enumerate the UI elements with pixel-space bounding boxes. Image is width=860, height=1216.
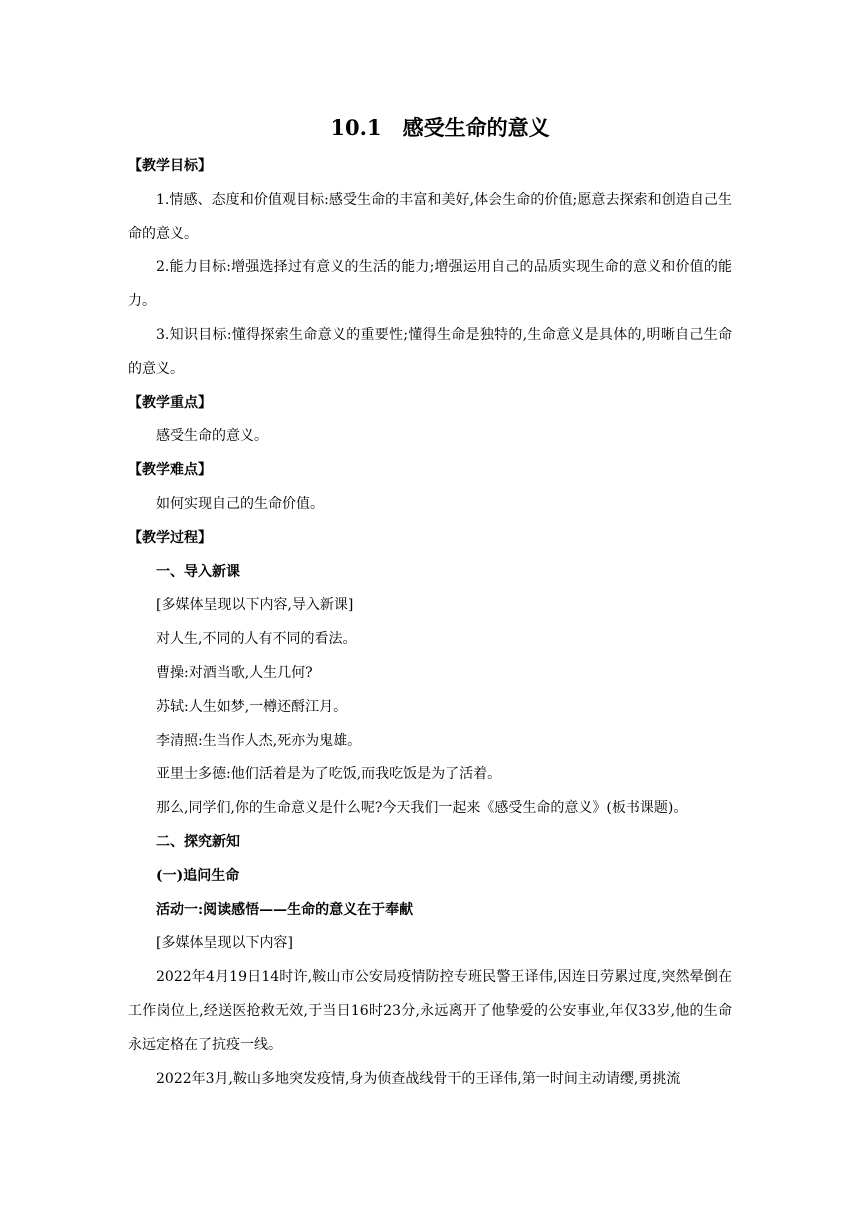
paragraph: 那么,同学们,你的生命意义是什么呢?今天我们一起来《感受生命的意义》(板书课题)。 — [156, 800, 688, 817]
section-heading: 【教学难点】 — [128, 462, 212, 479]
document-blocks — [128, 150, 732, 1096]
paragraph: 亚里士多德:他们活着是为了吃饭,而我吃饭是为了活着。 — [156, 766, 502, 783]
section-heading: 【教学目标】 — [128, 158, 212, 174]
paragraph: [多媒体呈现以下内容,导入新课] — [156, 597, 354, 614]
paragraph: 曹操:对酒当歌,人生几何? — [156, 664, 313, 681]
page-title: 10.1 感受生命的意义 — [330, 115, 550, 140]
sub-heading: 二、探究新知 — [156, 833, 240, 850]
paragraph: 苏轼:人生如梦,一樽还酹江月。 — [156, 698, 348, 715]
paragraph: 1.情感、态度和价值观目标:感受生命的丰富和美好,体会生命的价值;愿意去探索和创造自己生命的意义。 — [128, 191, 732, 242]
paragraph: 3.知识目标:懂得探索生命意义的重要性;懂得生命是独特的,生命意义是具体的,明晰自己生命的意义。 — [128, 326, 732, 377]
paragraph: [多媒体呈现以下内容] — [156, 935, 293, 952]
section-heading: 【教学重点】 — [128, 394, 212, 411]
sub-heading: (一)追问生命 — [156, 867, 240, 884]
paragraph: 对人生,不同的人有不同的看法。 — [156, 631, 357, 648]
sub-heading: 一、导入新课 — [156, 563, 240, 580]
paragraph: 2.能力目标:增强选择过有意义的生活的能力;增强运用自己的品质实现生命的意义和价值的能力。 — [128, 259, 732, 310]
paragraph: 如何实现自己的生命价值。 — [156, 495, 324, 512]
section-heading: 【教学过程】 — [128, 529, 212, 546]
document-body — [128, 112, 732, 1096]
paragraph: 感受生命的意义。 — [156, 428, 268, 445]
paragraph: 2022年4月19日14时许,鞍山市公安局疫情防控专班民警王译伟,因连日劳累过度,突然晕倒在工作岗位上,经送医抢救无效,于当日16时23分,永远离开了他挚爱的公安事业,年仅33岁,他的生命永远定格在了抗疫一线。 — [128, 969, 732, 1053]
sub-heading: 活动一:阅读感悟——生命的意义在于奉献 — [156, 901, 414, 918]
paragraph: 2022年3月,鞍山多地突发疫情,身为侦查战线骨干的王译伟,第一时间主动请缨,勇挑流 — [156, 1070, 681, 1087]
paragraph: 李清照:生当作人杰,死亦为鬼雄。 — [156, 732, 362, 749]
